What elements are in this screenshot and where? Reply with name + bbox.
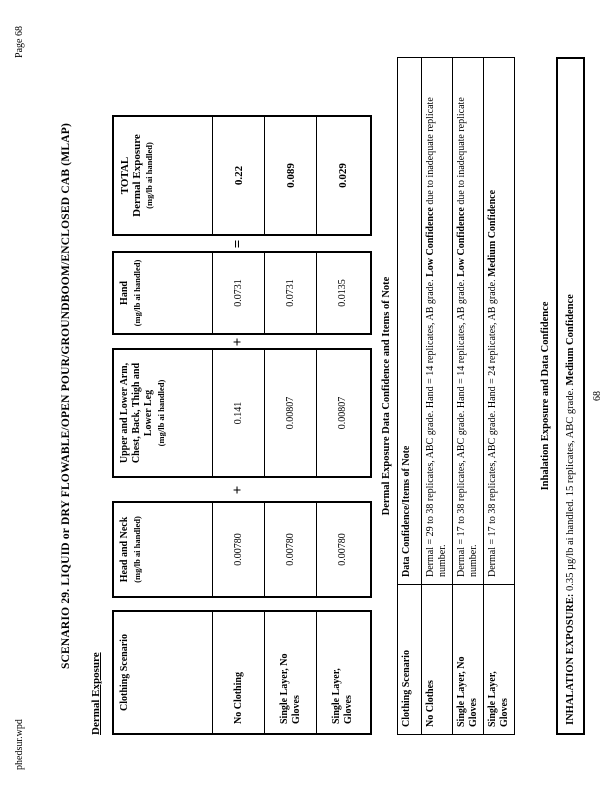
note-text-post: due to inadequate replicate number. bbox=[456, 97, 479, 577]
note-text: Dermal = 17 to 38 replicates, ABC grade. Hand = 24 replicates, AB grade. bbox=[487, 276, 498, 577]
page-footer-number: 68 bbox=[592, 391, 603, 401]
column-unit: (mg/lb ai handled) bbox=[132, 516, 142, 583]
table-row-label bbox=[264, 612, 316, 733]
total-dermal-value: 0.22 bbox=[212, 117, 264, 234]
confidence-section-title: Dermal Exposure Data Confidence and Items of Note bbox=[381, 276, 392, 516]
hand-value: 0.0135 bbox=[316, 253, 368, 333]
head-neck-column bbox=[112, 501, 372, 598]
dermal-exposure-heading: Dermal Exposure bbox=[90, 652, 102, 735]
table-row-label bbox=[212, 612, 264, 733]
document-filename: phedsur.wpd bbox=[14, 719, 25, 770]
column-subtitle: Dermal Exposure bbox=[131, 134, 143, 217]
inhalation-exposure-box bbox=[556, 57, 585, 735]
confidence-col-note: Data Confidence/Items of Note bbox=[398, 58, 422, 585]
head-neck-value: 0.00780 bbox=[212, 503, 264, 596]
confidence-row-label: Single Layer, No Gloves bbox=[456, 656, 479, 727]
confidence-row bbox=[453, 58, 484, 735]
row-label-text: Single Layer, No Gloves bbox=[278, 653, 302, 724]
note-confidence-level: Low Confidence bbox=[425, 207, 436, 277]
column-unit: (mg/lb ai handled) bbox=[156, 379, 166, 447]
inhalation-value: 0.35 µg/lb ai handled. 15 replicates, ABC grade. bbox=[565, 385, 576, 594]
head-neck-value: 0.00780 bbox=[316, 503, 368, 596]
clothing-scenario-column-header bbox=[114, 612, 212, 733]
confidence-row bbox=[422, 58, 453, 735]
total-dermal-column bbox=[112, 115, 372, 236]
row-label-text: No Clothing bbox=[232, 672, 244, 724]
hand-value: 0.0731 bbox=[212, 253, 264, 333]
total-dermal-column-header bbox=[114, 117, 212, 234]
confidence-row-label-cell bbox=[453, 585, 484, 735]
inhalation-section-title: Inhalation Exposure and Data Confidence bbox=[540, 301, 551, 491]
confidence-row-label: Single Layer, Gloves bbox=[487, 671, 510, 727]
head-neck-value: 0.00780 bbox=[264, 503, 316, 596]
column-title: Head and Neck bbox=[119, 516, 130, 583]
page-number-header: Page 68 bbox=[14, 26, 25, 58]
hand-column-header bbox=[114, 253, 212, 333]
plus-operator: + bbox=[230, 485, 246, 495]
total-dermal-value: 0.089 bbox=[264, 117, 316, 234]
arm-body-value: 0.00807 bbox=[264, 350, 316, 476]
arm-body-column bbox=[112, 348, 372, 478]
confidence-row bbox=[484, 58, 515, 735]
confidence-row-label-cell bbox=[422, 585, 453, 735]
dermal-exposure-table bbox=[112, 115, 374, 735]
head-neck-column-header bbox=[114, 503, 212, 596]
column-title: TOTAL bbox=[119, 156, 131, 195]
equals-operator: = bbox=[230, 239, 246, 249]
confidence-row-label-cell bbox=[484, 585, 515, 735]
confidence-col-clothing: Clothing Scenario bbox=[398, 585, 422, 735]
column-unit: (mg/lb ai handled) bbox=[132, 259, 142, 327]
row-label-text: Single Layer, Gloves bbox=[330, 668, 354, 724]
hand-column bbox=[112, 251, 372, 335]
arm-body-column-header bbox=[114, 350, 212, 476]
note-text: Dermal = 29 to 38 replicates, ABC grade. Hand = 14 replicates, AB grade. bbox=[425, 276, 436, 577]
column-title: Hand bbox=[119, 281, 130, 305]
confidence-header-row bbox=[398, 58, 422, 735]
clothing-scenario-column bbox=[112, 610, 372, 735]
total-dermal-value: 0.029 bbox=[316, 117, 368, 234]
column-title: Clothing Scenario bbox=[119, 634, 130, 711]
confidence-row-note-cell bbox=[422, 58, 453, 585]
note-text: Dermal = 17 to 38 replicates, ABC grade. Hand = 14 replicates, AB grade. bbox=[456, 276, 467, 577]
note-confidence-level: Medium Confidence bbox=[487, 189, 498, 277]
note-text-post: due to inadequate replicate number. bbox=[425, 97, 448, 577]
confidence-row-note-cell bbox=[453, 58, 484, 585]
document-header bbox=[14, 26, 25, 770]
inhalation-label: INHALATION EXPOSURE: bbox=[565, 593, 576, 725]
column-title: Upper and Lower Arm, Chest, Back, Thigh and Lower Leg bbox=[119, 362, 154, 464]
table-row-label bbox=[316, 612, 368, 733]
arm-body-value: 0.00807 bbox=[316, 350, 368, 476]
scenario-title: SCENARIO 29. LIQUID or DRY FLOWABLE/OPEN POUR/GROUNDBOOM/ENCLOSED CAB (MLAP) bbox=[60, 122, 72, 670]
inhalation-confidence: Medium Confidence bbox=[565, 294, 576, 386]
confidence-table bbox=[397, 57, 515, 735]
plus-operator: + bbox=[230, 337, 246, 347]
arm-body-value: 0.141 bbox=[212, 350, 264, 476]
column-unit: (mg/lb ai handled) bbox=[144, 142, 154, 209]
confidence-row-label: No Clothes bbox=[425, 680, 436, 727]
confidence-row-note-cell bbox=[484, 58, 515, 585]
note-confidence-level: Low Confidence bbox=[456, 207, 467, 277]
hand-value: 0.0731 bbox=[264, 253, 316, 333]
